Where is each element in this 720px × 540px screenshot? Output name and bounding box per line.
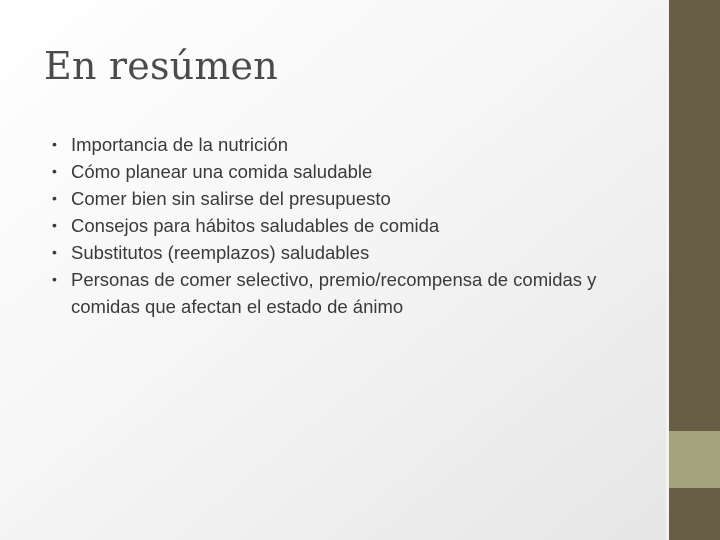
bullet-dot-icon: • [52, 163, 57, 179]
sidebar-accent-top [669, 0, 720, 431]
bullet-text: Consejos para hábitos saludables de comida [71, 215, 440, 236]
bullet-list [52, 131, 617, 320]
bullet-text: Cómo planear una comida saludable [71, 161, 373, 182]
bullet-dot-icon: • [52, 190, 57, 206]
bullet-item [52, 185, 617, 212]
bullet-text: Substitutos (reemplazos) saludables [71, 242, 370, 263]
bullet-text: Importancia de la nutrición [71, 134, 288, 155]
bullet-text: Personas de comer selectivo, premio/recompensa de comidas y comidas que afectan el estado de ánimo [71, 269, 597, 317]
sidebar-accent-bottom [669, 488, 720, 540]
bullet-dot-icon: • [52, 271, 57, 287]
bullet-dot-icon: • [52, 136, 57, 152]
slide-title: En resúmen [44, 44, 278, 88]
bullet-item [52, 239, 617, 266]
bullet-item [52, 131, 617, 158]
bullet-text: Comer bien sin salirse del presupuesto [71, 188, 391, 209]
bullet-item [52, 212, 617, 239]
bullet-dot-icon: • [52, 217, 57, 233]
bullet-item [52, 158, 617, 185]
sidebar-accent-middle [669, 431, 720, 488]
bullet-dot-icon: • [52, 244, 57, 260]
bullet-item [52, 266, 617, 320]
